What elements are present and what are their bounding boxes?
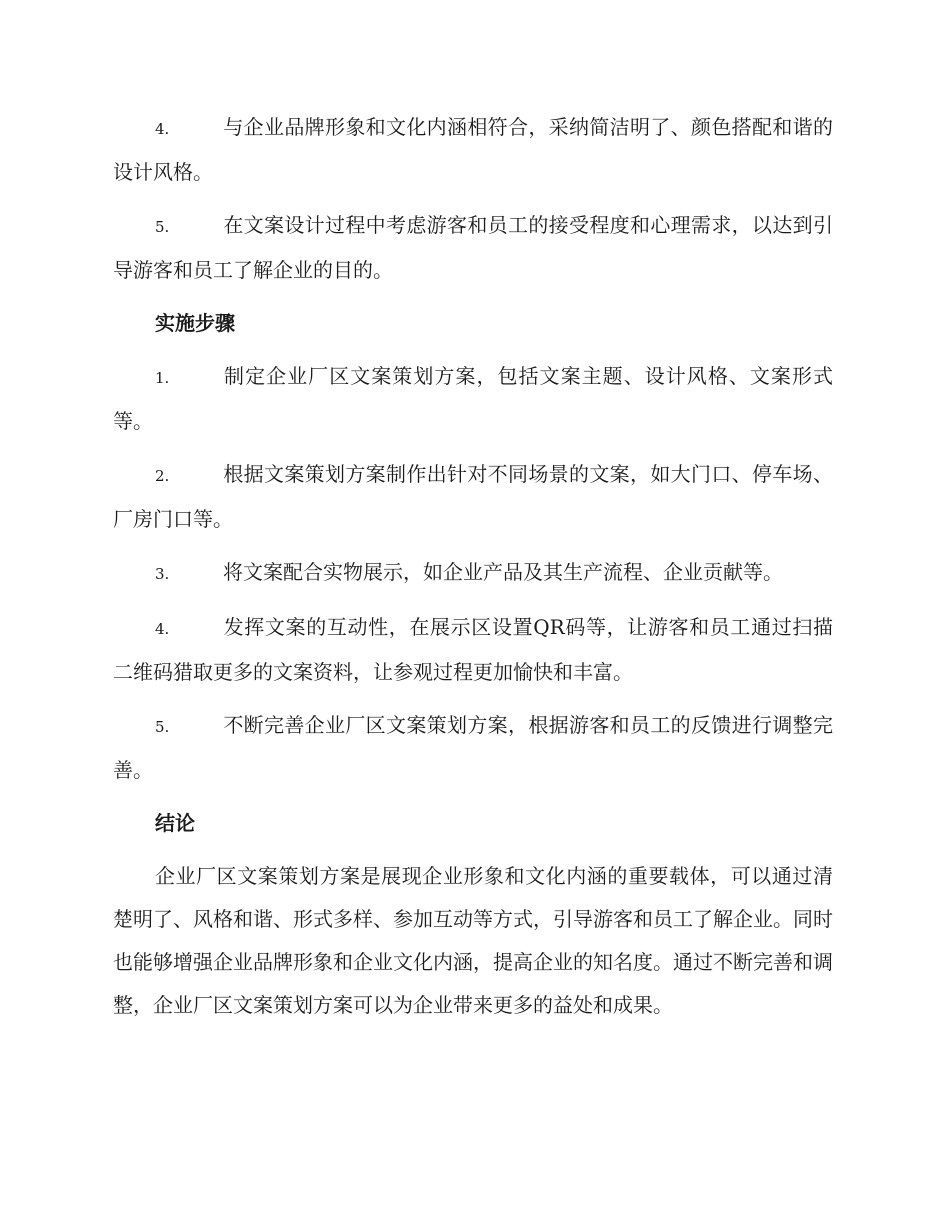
list-item	[113, 204, 833, 292]
list-item-number: 5.	[155, 718, 170, 736]
section-heading-steps: 实施步骤	[155, 311, 235, 335]
document-body	[113, 106, 833, 1037]
list-item-number: 1.	[155, 369, 170, 387]
section-heading-conclusion: 结论	[155, 811, 195, 835]
list-item-number: 2.	[155, 467, 170, 485]
list-item-number: 4.	[155, 120, 170, 138]
list-item-text: 将文案配合实物展示，如企业产品及其生产流程、企业贡献等。	[223, 560, 783, 584]
list-item-text: 不断完善企业厂区文案策划方案，根据游客和员工的反馈进行调整完善。	[113, 713, 833, 782]
conclusion-paragraph: 企业厂区文案策划方案是展现企业形象和文化内涵的重要载体，可以通过清楚明了、风格和谐、形式多样、参加互动等方式，引导游客和员工了解企业。同时也能够增强企业品牌形象和企业文化内涵，提高企业的知名度。通过不断完善和调整，企业厂区文案策划方案可以为企业带来更多的益处和成果。	[113, 864, 833, 1017]
list-item	[113, 106, 833, 194]
list-item	[113, 551, 833, 596]
list-item-number: 3.	[155, 565, 170, 583]
list-item	[113, 606, 833, 694]
list-item-text: 发挥文案的互动性，在展示区设置QR码等，让游客和员工通过扫描二维码猎取更多的文案资料，让参观过程更加愉快和丰富。	[113, 615, 833, 684]
list-item-number: 5.	[155, 218, 170, 236]
list-item	[113, 704, 833, 792]
list-item	[113, 355, 833, 443]
list-item-text: 与企业品牌形象和文化内涵相符合，采纳简洁明了、颜色搭配和谐的设计风格。	[113, 115, 833, 184]
list-item-text: 制定企业厂区文案策划方案，包括文案主题、设计风格、文案形式等。	[113, 364, 833, 433]
list-item	[113, 453, 833, 541]
list-item-text: 在文案设计过程中考虑游客和员工的接受程度和心理需求，以达到引导游客和员工了解企业的目的。	[113, 213, 833, 282]
list-item-text: 根据文案策划方案制作出针对不同场景的文案，如大门口、停车场、厂房门口等。	[113, 462, 833, 531]
list-item-number: 4.	[155, 620, 170, 638]
